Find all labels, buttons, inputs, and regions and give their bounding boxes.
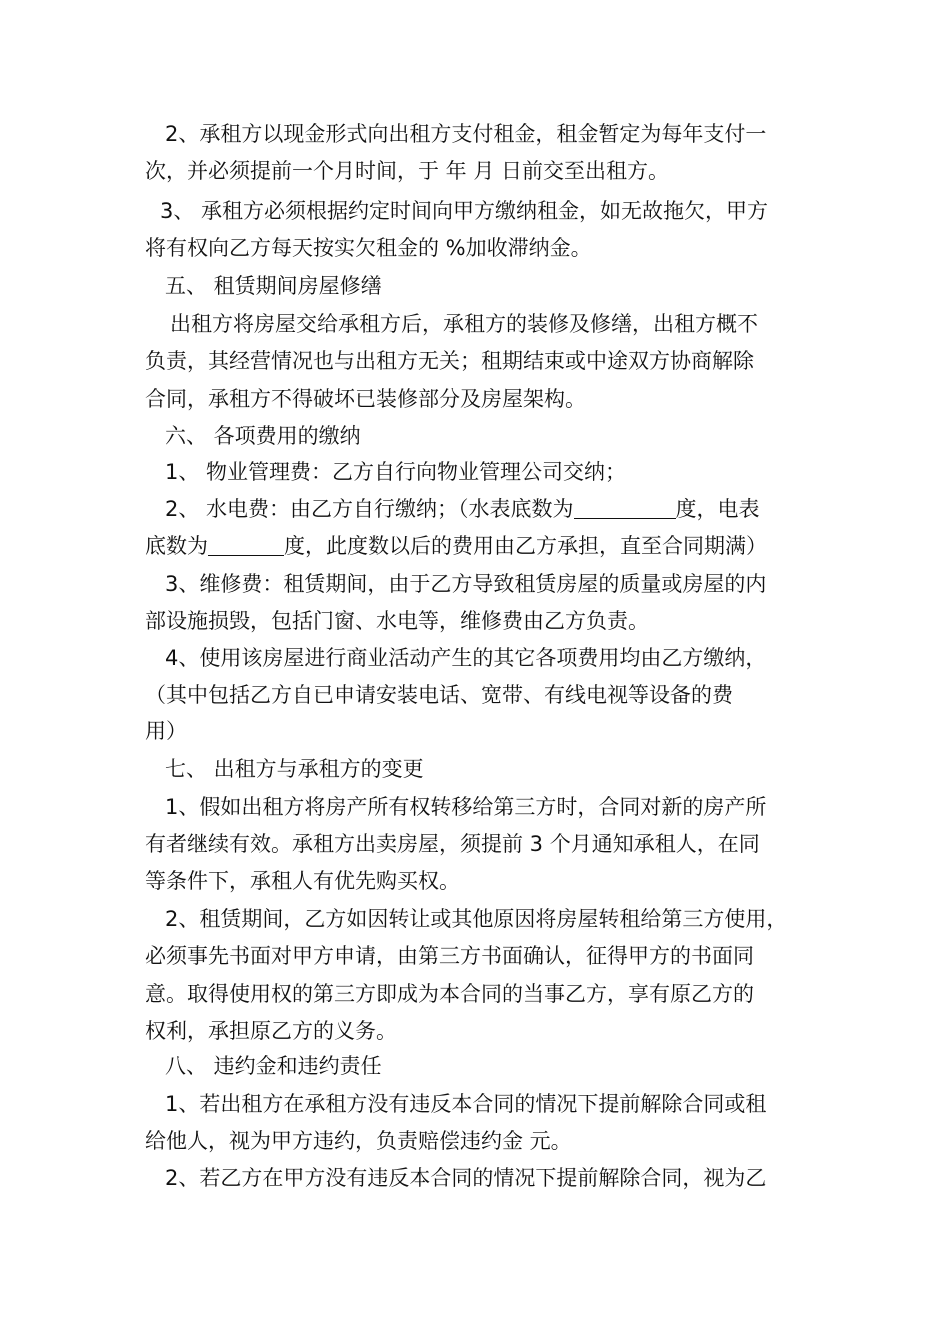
text-line: 3、 承租方必须根据约定时间向甲方缴纳租金，如无故拖欠，甲方 — [160, 199, 769, 223]
text-segment: 度，此度数以后的费用由乙方承担，直至合同期满） — [284, 534, 767, 558]
text-line: 权利，承担原乙方的义务。 — [145, 1019, 397, 1043]
text-line: 3、维修费：租赁期间，由于乙方导致租赁房屋的质量或房屋的内 — [165, 572, 767, 596]
section-heading: 六、 各项费用的缴纳 — [165, 424, 361, 448]
text-line: 将有权向乙方每天按实欠租金的 %加收滞纳金。 — [145, 236, 592, 260]
blank-underline — [574, 496, 676, 519]
text-line: 等条件下，承租人有优先购买权。 — [145, 869, 460, 893]
blank-underline — [208, 533, 284, 556]
text-line: （其中包括乙方自已申请安装电话、宽带、有线电视等设备的费 — [145, 683, 733, 707]
text-line: 2、承租方以现金形式向出租方支付租金，租金暂定为每年支付一 — [165, 122, 767, 146]
text-line: 出租方将房屋交给承租方后，承租方的装修及修缮，出租方概不 — [170, 312, 758, 336]
text-line: 次，并必须提前一个月时间，于 年 月 日前交至出租方。 — [145, 159, 670, 183]
text-line: 必须事先书面对甲方申请，由第三方书面确认，征得甲方的书面同 — [145, 944, 754, 968]
text-line: 4、使用该房屋进行商业活动产生的其它各项费用均由乙方缴纳， — [165, 646, 767, 670]
text-line: 部设施损毁，包括门窗、水电等，维修费由乙方负责。 — [145, 609, 649, 633]
text-line: 用） — [145, 719, 187, 743]
section-heading: 七、 出租方与承租方的变更 — [165, 757, 424, 781]
text-segment: 底数为 — [145, 534, 208, 558]
text-line: 有者继续有效。承租方出卖房屋，须提前 3 个月通知承租人，在同 — [145, 832, 760, 856]
text-line: 1、 物业管理费：乙方自行向物业管理公司交纳； — [165, 460, 627, 484]
text-segment: 2、 水电费：由乙方自行缴纳；（水表底数为 — [165, 497, 574, 521]
text-segment: 度，电表 — [675, 497, 760, 521]
text-line: 2、租赁期间，乙方如因转让或其他原因将房屋转租给第三方使用， — [165, 907, 788, 931]
text-line: 1、若出租方在承租方没有违反本合同的情况下提前解除合同或租 — [165, 1092, 767, 1116]
text-line: 负责，其经营情况也与出租方无关；租期结束或中途双方协商解除 — [145, 349, 754, 373]
text-line: 意。取得使用权的第三方即成为本合同的当事乙方，享有原乙方的 — [145, 982, 754, 1006]
section-heading: 八、 违约金和违约责任 — [165, 1054, 382, 1078]
text-line: 给他人，视为甲方违约，负责赔偿违约金 元。 — [145, 1129, 572, 1153]
section-heading: 五、 租赁期间房屋修缮 — [165, 274, 382, 298]
text-line: 合同，承租方不得破坏已装修部分及房屋架构。 — [145, 387, 586, 411]
text-line: 2、若乙方在甲方没有违反本合同的情况下提前解除合同，视为乙 — [165, 1166, 767, 1190]
text-line: 1、假如出租方将房产所有权转移给第三方时，合同对新的房产所 — [165, 795, 767, 819]
text-line — [145, 528, 767, 565]
text-line — [165, 491, 760, 528]
